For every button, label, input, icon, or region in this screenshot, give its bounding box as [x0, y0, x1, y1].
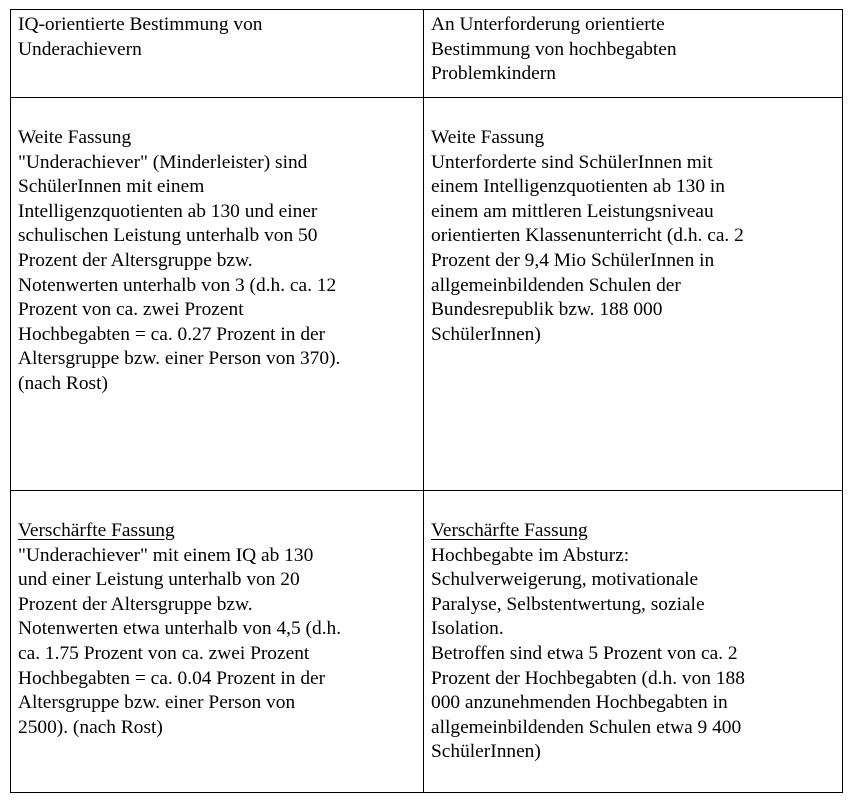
- wide-left-line: "Underachiever" (Minderleister) sind: [18, 151, 308, 173]
- wide-left-line: (nach Rost): [18, 372, 108, 394]
- strict-right-line: Paralyse, Selbstentwertung, soziale: [431, 593, 705, 615]
- strict-cell-right: [424, 491, 843, 793]
- strict-right-line: allgemeinbildenden Schulen etwa 9 400: [431, 716, 742, 738]
- wide-cell-right: [424, 98, 843, 491]
- wide-right-line: orientierten Klassenunterricht (d.h. ca. 2: [431, 225, 744, 247]
- wide-left-line: Hochbegabten = ca. 0.27 Prozent in der: [18, 323, 326, 345]
- wide-right-line: Unterforderte sind SchülerInnen mit: [431, 151, 713, 173]
- wide-right-line: einem Intelligenzquotienten ab 130 in: [431, 176, 726, 198]
- strict-right-line: Schulverweigerung, motivationale: [431, 569, 699, 591]
- wide-right-line: Prozent der 9,4 Mio SchülerInnen in: [431, 249, 715, 271]
- wide-definition-row: [11, 98, 843, 491]
- wide-right-line: allgemeinbildenden Schulen der: [431, 274, 681, 296]
- wide-cell-left: [11, 98, 424, 491]
- strict-right-line: Betroffen sind etwa 5 Prozent von ca. 2: [431, 642, 738, 664]
- strict-right-line: Hochbegabte im Absturz:: [431, 544, 630, 566]
- strict-definition-row: [11, 491, 843, 793]
- wide-left-line: Altersgruppe bzw. einer Person von 370).: [18, 348, 341, 370]
- wide-right-line: SchülerInnen): [431, 323, 541, 345]
- strict-cell-left: [11, 491, 424, 793]
- strict-left-line: Notenwerten etwa unterhalb von 4,5 (d.h.: [18, 618, 342, 640]
- wide-left-line: schulischen Leistung unterhalb von 50: [18, 225, 318, 247]
- wide-right-heading: Weite Fassung: [431, 127, 545, 148]
- strict-left-line: ca. 1.75 Prozent von ca. zwei Prozent: [18, 642, 310, 664]
- wide-right-line: einem am mittleren Leistungsniveau: [431, 200, 714, 222]
- wide-left-line: Prozent der Altersgruppe bzw.: [18, 249, 253, 271]
- wide-left-heading: Weite Fassung: [18, 127, 132, 148]
- header-left-line: IQ-orientierte Bestimmung von: [18, 14, 263, 35]
- header-row: [11, 10, 843, 98]
- strict-left-line: 2500). (nach Rost): [18, 716, 163, 738]
- strict-left-line: "Underachiever" mit einem IQ ab 130: [18, 544, 314, 566]
- strict-right-line: SchülerInnen): [431, 741, 541, 763]
- comparison-table: [10, 9, 843, 793]
- header-left-line: Underachievern: [18, 38, 142, 60]
- header-cell-left: [11, 10, 424, 98]
- strict-right-heading: Verschärfte Fassung: [431, 520, 588, 541]
- header-cell-right: [424, 10, 843, 98]
- strict-left-line: Hochbegabten = ca. 0.04 Prozent in der: [18, 667, 326, 689]
- wide-left-line: Notenwerten unterhalb von 3 (d.h. ca. 12: [18, 274, 337, 296]
- strict-left-line: Altersgruppe bzw. einer Person von: [18, 692, 296, 714]
- strict-right-line: 000 anzunehmenden Hochbegabten in: [431, 692, 728, 714]
- strict-left-line: und einer Leistung unterhalb von 20: [18, 569, 300, 591]
- strict-left-heading: Verschärfte Fassung: [18, 520, 175, 541]
- strict-right-line: Isolation.: [431, 618, 504, 640]
- wide-left-line: Intelligenzquotienten ab 130 und einer: [18, 200, 318, 222]
- strict-right-line: Prozent der Hochbegabten (d.h. von 188: [431, 667, 745, 689]
- wide-left-line: Prozent von ca. zwei Prozent: [18, 299, 244, 321]
- wide-left-line: SchülerInnen mit einem: [18, 176, 205, 198]
- header-right-line: An Unterforderung orientierte: [431, 14, 665, 35]
- wide-right-line: Bundesrepublik bzw. 188 000: [431, 299, 663, 321]
- strict-left-line: Prozent der Altersgruppe bzw.: [18, 593, 253, 615]
- header-right-line: Problemkindern: [431, 63, 556, 85]
- header-right-line: Bestimmung von hochbegabten: [431, 38, 677, 60]
